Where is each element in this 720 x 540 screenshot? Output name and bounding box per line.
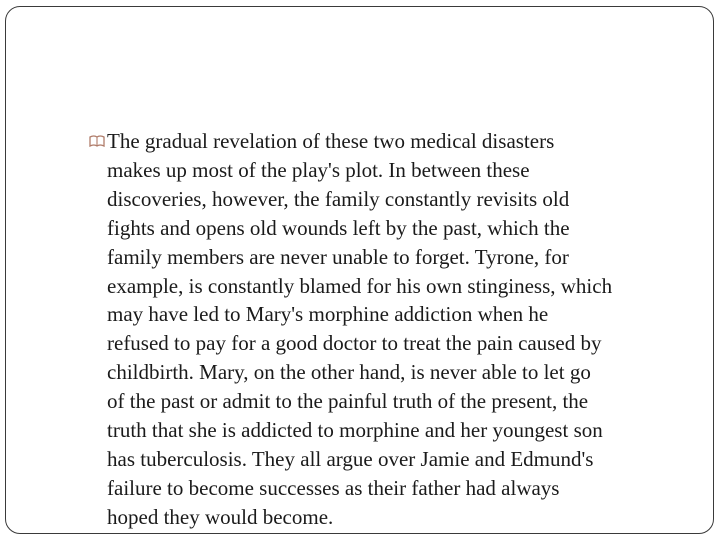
text-line: fights and opens old wounds left by the past, which the [107,215,570,240]
text-line: discoveries, however, the family constantly revisits old [107,186,570,211]
text-line: may have led to Mary's morphine addiction when he [107,302,549,327]
text-line: of the past or admit to the painful truth of the present, the [107,389,589,414]
text-line: The gradual revelation of these two medical disasters [107,129,555,153]
text-line: has tuberculosis. They all argue over Jamie and Edmund's [107,446,594,471]
text-line: refused to pay for a good doctor to treat the pain caused by [107,331,602,356]
text-line: makes up most of the play's plot. In between these [107,157,530,182]
text-line: example, is constantly blamed for his own stinginess, which [107,273,613,298]
bullet-point [89,127,689,532]
text-line: failure to become successes as their father had always [107,475,560,500]
text-line: family members are never unable to forget. Tyrone, for [107,244,569,269]
bullet-text [89,127,687,532]
text-line: childbirth. Mary, on the other hand, is never able to let go [107,360,591,385]
text-line: truth that she is addicted to morphine and her youngest son [107,418,603,443]
slide-frame [5,6,714,534]
book-bullet-icon [89,135,105,147]
text-line: hoped they would become. [107,504,334,529]
